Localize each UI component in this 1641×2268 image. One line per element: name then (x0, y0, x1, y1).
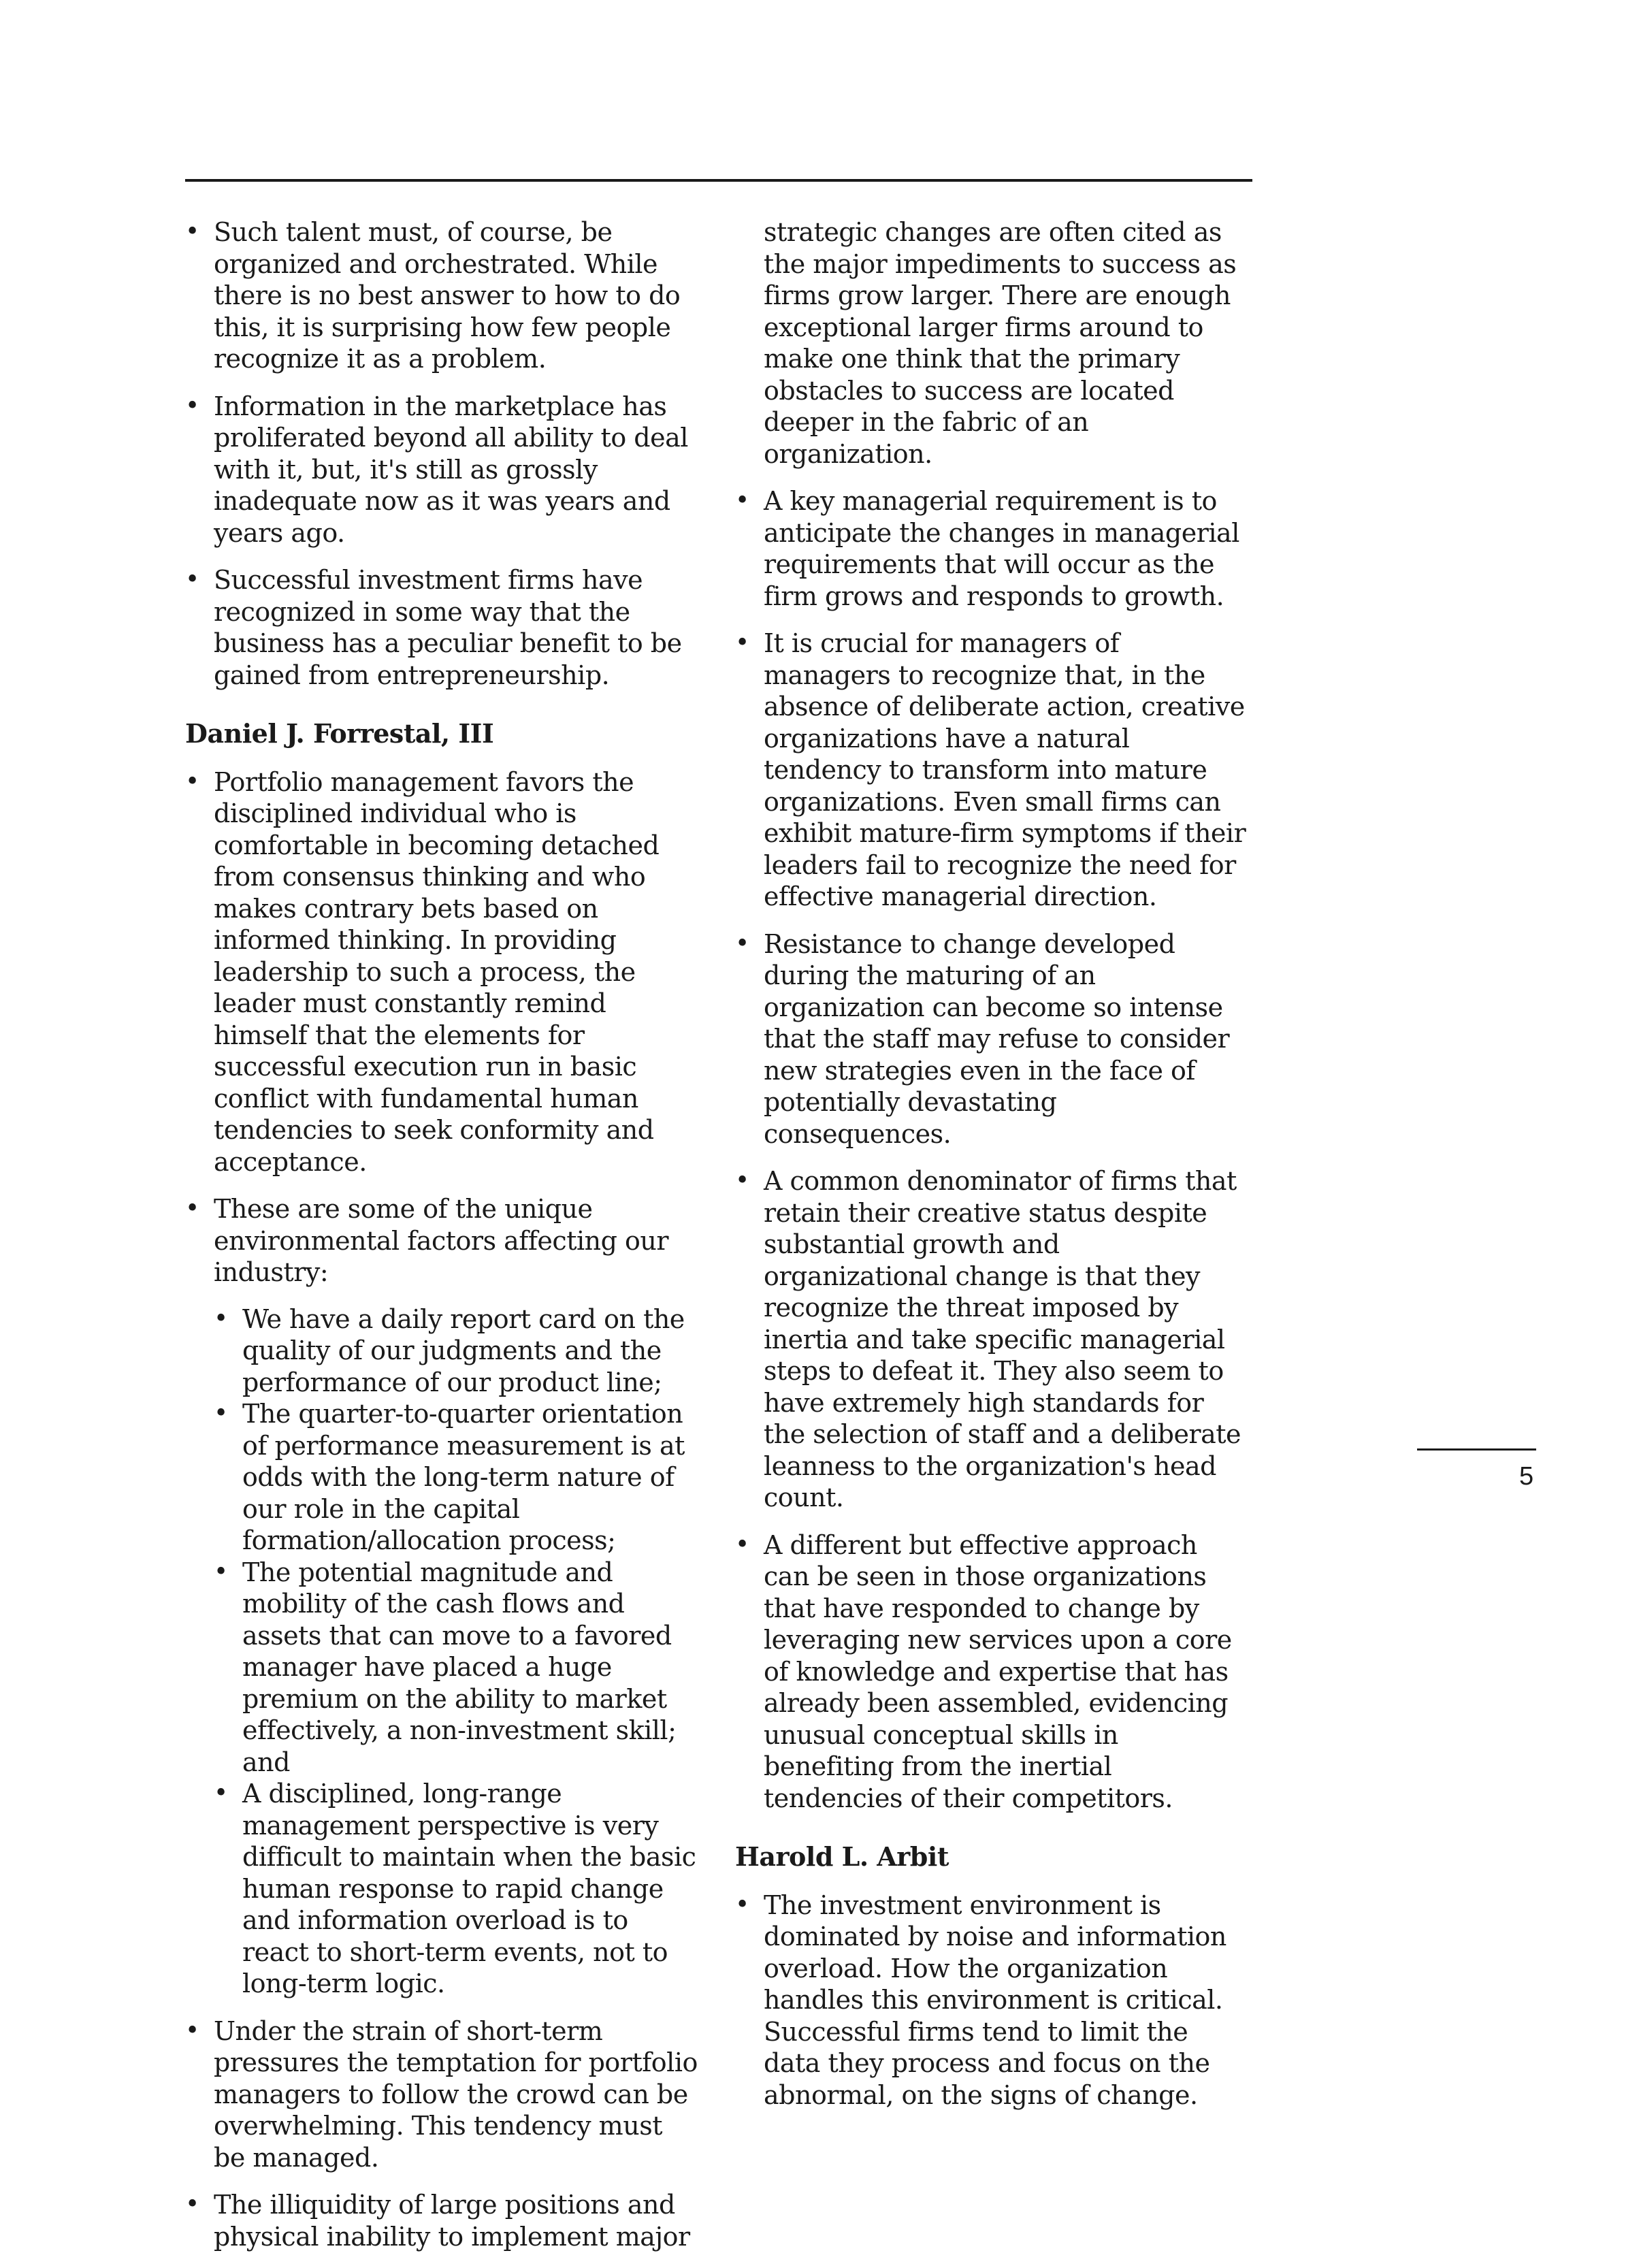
continued-paragraph: strategic changes are often cited as the major impediments to success as firms grow larger. There are enough exceptional larger firms around to make one think that the primary obstacles to success are located deeper in the fabric of an organization. (764, 217, 1237, 469)
list-item: • Successful investment firms have recognized in some way that the business has a peculiar benefit to be gained from entrepreneurship. (185, 564, 699, 691)
list-item: • The investment environment is dominated by noise and information overload. How the organization handles this environment is critical. Successful firms tend to limit the data they process and focus on the abnormal, on the signs of change. (735, 1890, 1249, 2111)
arbit-bullet-list (735, 1890, 1249, 2111)
list-item: • A common denominator of firms that retain their creative status despite substantial growth and organizational change is that they recognize the threat imposed by inertia and take specific managerial steps to defeat it. They also seem to have extremely high standards for the selection of staff and a deliberate leanness to the organization's head count. (735, 1165, 1249, 1514)
sub-list-item: • The quarter-to-quarter orientation of performance measurement is at odds with the long-term nature of our role in the capital formation/allocation process; (214, 1398, 699, 1557)
list-item: • Portfolio management favors the disciplined individual who is comfortable in becoming detached from consensus thinking and who makes contrary bets based on informed thinking. In providing leadership to such a process, the leader must constantly remind himself that the elements for successful execution run in basic conflict with fundamental human tendencies to seek conformity and acceptance. (185, 766, 699, 1178)
list-item (185, 1193, 699, 2000)
page-number-rule (1417, 1448, 1536, 1451)
list-item-text: These are some of the unique environmental factors affecting our industry: (214, 1194, 669, 1287)
list-item: • Information in the marketplace has proliferated beyond all ability to deal with it, but, it's still as grossly inadequate now as it was years and years ago. (185, 391, 699, 549)
page-number: 5 (1519, 1462, 1534, 1491)
forrestal-bullet-list (185, 766, 699, 2253)
author-heading-forrestal: Daniel J. Forrestal, III (185, 718, 494, 749)
list-item: • The illiquidity of large positions and physical inability to implement major (185, 2189, 699, 2252)
left-column (185, 216, 699, 2268)
list-item: • A key managerial requirement is to anticipate the changes in managerial requirements that will occur as the firm grows and responds to growth. (735, 485, 1249, 612)
author-heading-arbit: Harold L. Arbit (735, 1841, 949, 1872)
sub-list-item: • The potential magnitude and mobility of the cash flows and assets that can move to a favored manager have placed a huge premium on the ability to market effectively, a non-investment skill; and (214, 1557, 699, 1779)
list-item: • It is crucial for managers of managers to recognize that, in the absence of deliberate action, creative organizations have a natural tendency to transform into mature organizations. Even small firms can exhibit mature-firm symptoms if their leaders fail to recognize the need for effective managerial direction. (735, 628, 1249, 913)
sub-bullet-list (214, 1303, 699, 2000)
list-item: • A different but effective approach can be seen in those organizations that have responded to change by leveraging new services upon a core of knowledge and expertise that has already been assembled, evidencing unusual conceptual skills in benefiting from the inertial tendencies of their competitors. (735, 1529, 1249, 1815)
list-item: • Such talent must, of course, be organized and orchestrated. While there is no best answer to how to do this, it is surprising how few people recognize it as a problem. (185, 216, 699, 375)
intro-bullet-list (185, 216, 699, 691)
right-bullet-list (735, 485, 1249, 1814)
top-rule (185, 179, 1252, 182)
right-column (735, 216, 1249, 2126)
list-item: • Resistance to change developed during the maturing of an organization can become so intense that the staff may refuse to consider new strategies even in the face of potentially devastating consequences. (735, 928, 1249, 1150)
sub-list-item: • A disciplined, long-range management perspective is very difficult to maintain when the basic human response to rapid change and information overload is to react to short-term events, not to long-term logic. (214, 1778, 699, 2000)
list-item: • Under the strain of short-term pressures the temptation for portfolio managers to follow the crowd can be overwhelming. This tendency must be managed. (185, 2015, 699, 2174)
sub-list-item: • We have a daily report card on the quality of our judgments and the performance of our product line; (214, 1303, 699, 1399)
